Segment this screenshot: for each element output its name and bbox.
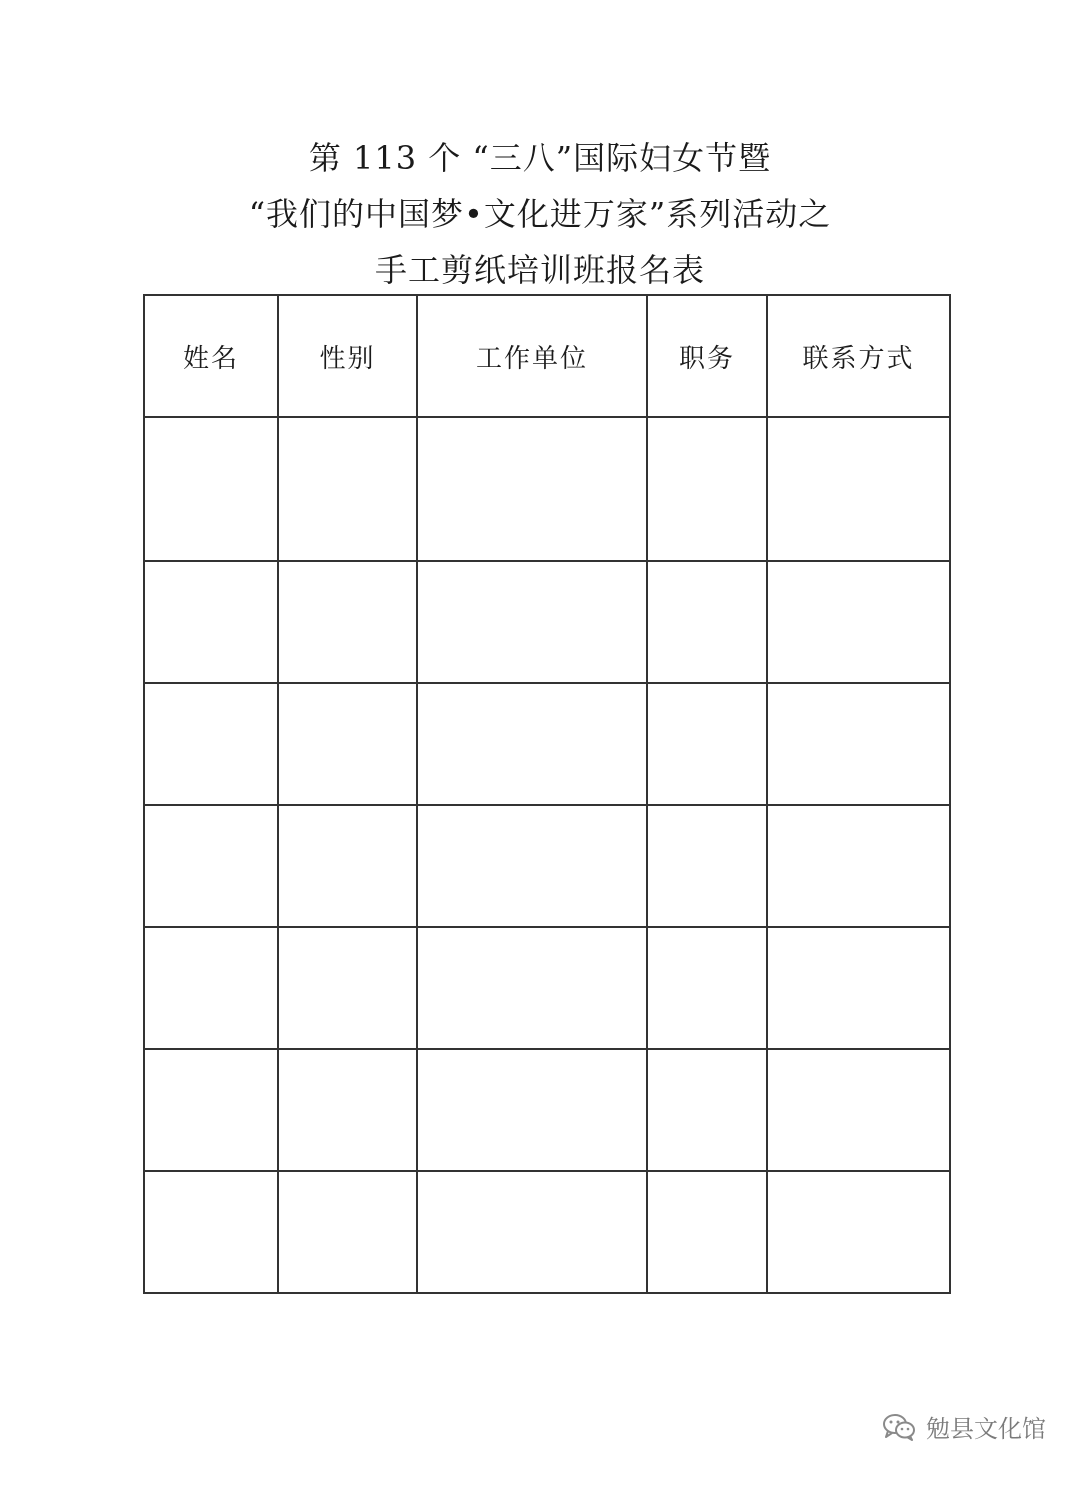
table-cell[interactable]	[144, 561, 278, 683]
header-contact: 联系方式	[767, 295, 950, 417]
table-cell[interactable]	[767, 1171, 950, 1293]
table-row	[144, 805, 950, 927]
table-cell[interactable]	[278, 1049, 417, 1171]
table-row	[144, 561, 950, 683]
table-row	[144, 1171, 950, 1293]
table-cell[interactable]	[767, 805, 950, 927]
registration-table	[143, 294, 951, 1294]
table-cell[interactable]	[144, 417, 278, 561]
table-cell[interactable]	[767, 1049, 950, 1171]
watermark-text: 勉县文化馆	[926, 1415, 1046, 1443]
table-cell[interactable]	[417, 1049, 647, 1171]
table-cell[interactable]	[144, 683, 278, 805]
header-name: 姓名	[144, 295, 278, 417]
table-cell[interactable]	[144, 805, 278, 927]
table-cell[interactable]	[144, 1049, 278, 1171]
table-cell[interactable]	[767, 927, 950, 1049]
table-cell[interactable]	[278, 1171, 417, 1293]
table-cell[interactable]	[647, 927, 767, 1049]
table-cell[interactable]	[417, 417, 647, 561]
table-cell[interactable]	[767, 561, 950, 683]
table-cell[interactable]	[767, 417, 950, 561]
header-gender: 性别	[278, 295, 417, 417]
table-cell[interactable]	[417, 1171, 647, 1293]
table-cell[interactable]	[278, 927, 417, 1049]
table-row	[144, 1049, 950, 1171]
table-cell[interactable]	[417, 561, 647, 683]
document-title	[0, 130, 1080, 298]
header-position: 职务	[647, 295, 767, 417]
title-line-2: “我们的中国梦•文化进万家”系列活动之	[248, 195, 832, 233]
table-cell[interactable]	[647, 1171, 767, 1293]
table-row	[144, 927, 950, 1049]
table-cell[interactable]	[417, 683, 647, 805]
table-cell[interactable]	[647, 683, 767, 805]
table-cell[interactable]	[767, 683, 950, 805]
table-cell[interactable]	[647, 561, 767, 683]
table-row	[144, 417, 950, 561]
table-cell[interactable]	[278, 805, 417, 927]
title-line-1: 第 113 个 “三八”国际妇女节暨	[308, 139, 772, 177]
table-header-row	[144, 295, 950, 417]
table-cell[interactable]	[647, 417, 767, 561]
table-cell[interactable]	[417, 805, 647, 927]
table-row	[144, 683, 950, 805]
table-cell[interactable]	[647, 1049, 767, 1171]
table-cell[interactable]	[417, 927, 647, 1049]
header-workplace: 工作单位	[417, 295, 647, 417]
table-cell[interactable]	[144, 1171, 278, 1293]
table-cell[interactable]	[278, 683, 417, 805]
wechat-icon	[882, 1413, 916, 1441]
table-cell[interactable]	[144, 927, 278, 1049]
table-cell[interactable]	[647, 805, 767, 927]
title-line-3: 手工剪纸培训班报名表	[374, 251, 705, 289]
watermark	[882, 1409, 1046, 1444]
table-cell[interactable]	[278, 417, 417, 561]
table-cell[interactable]	[278, 561, 417, 683]
